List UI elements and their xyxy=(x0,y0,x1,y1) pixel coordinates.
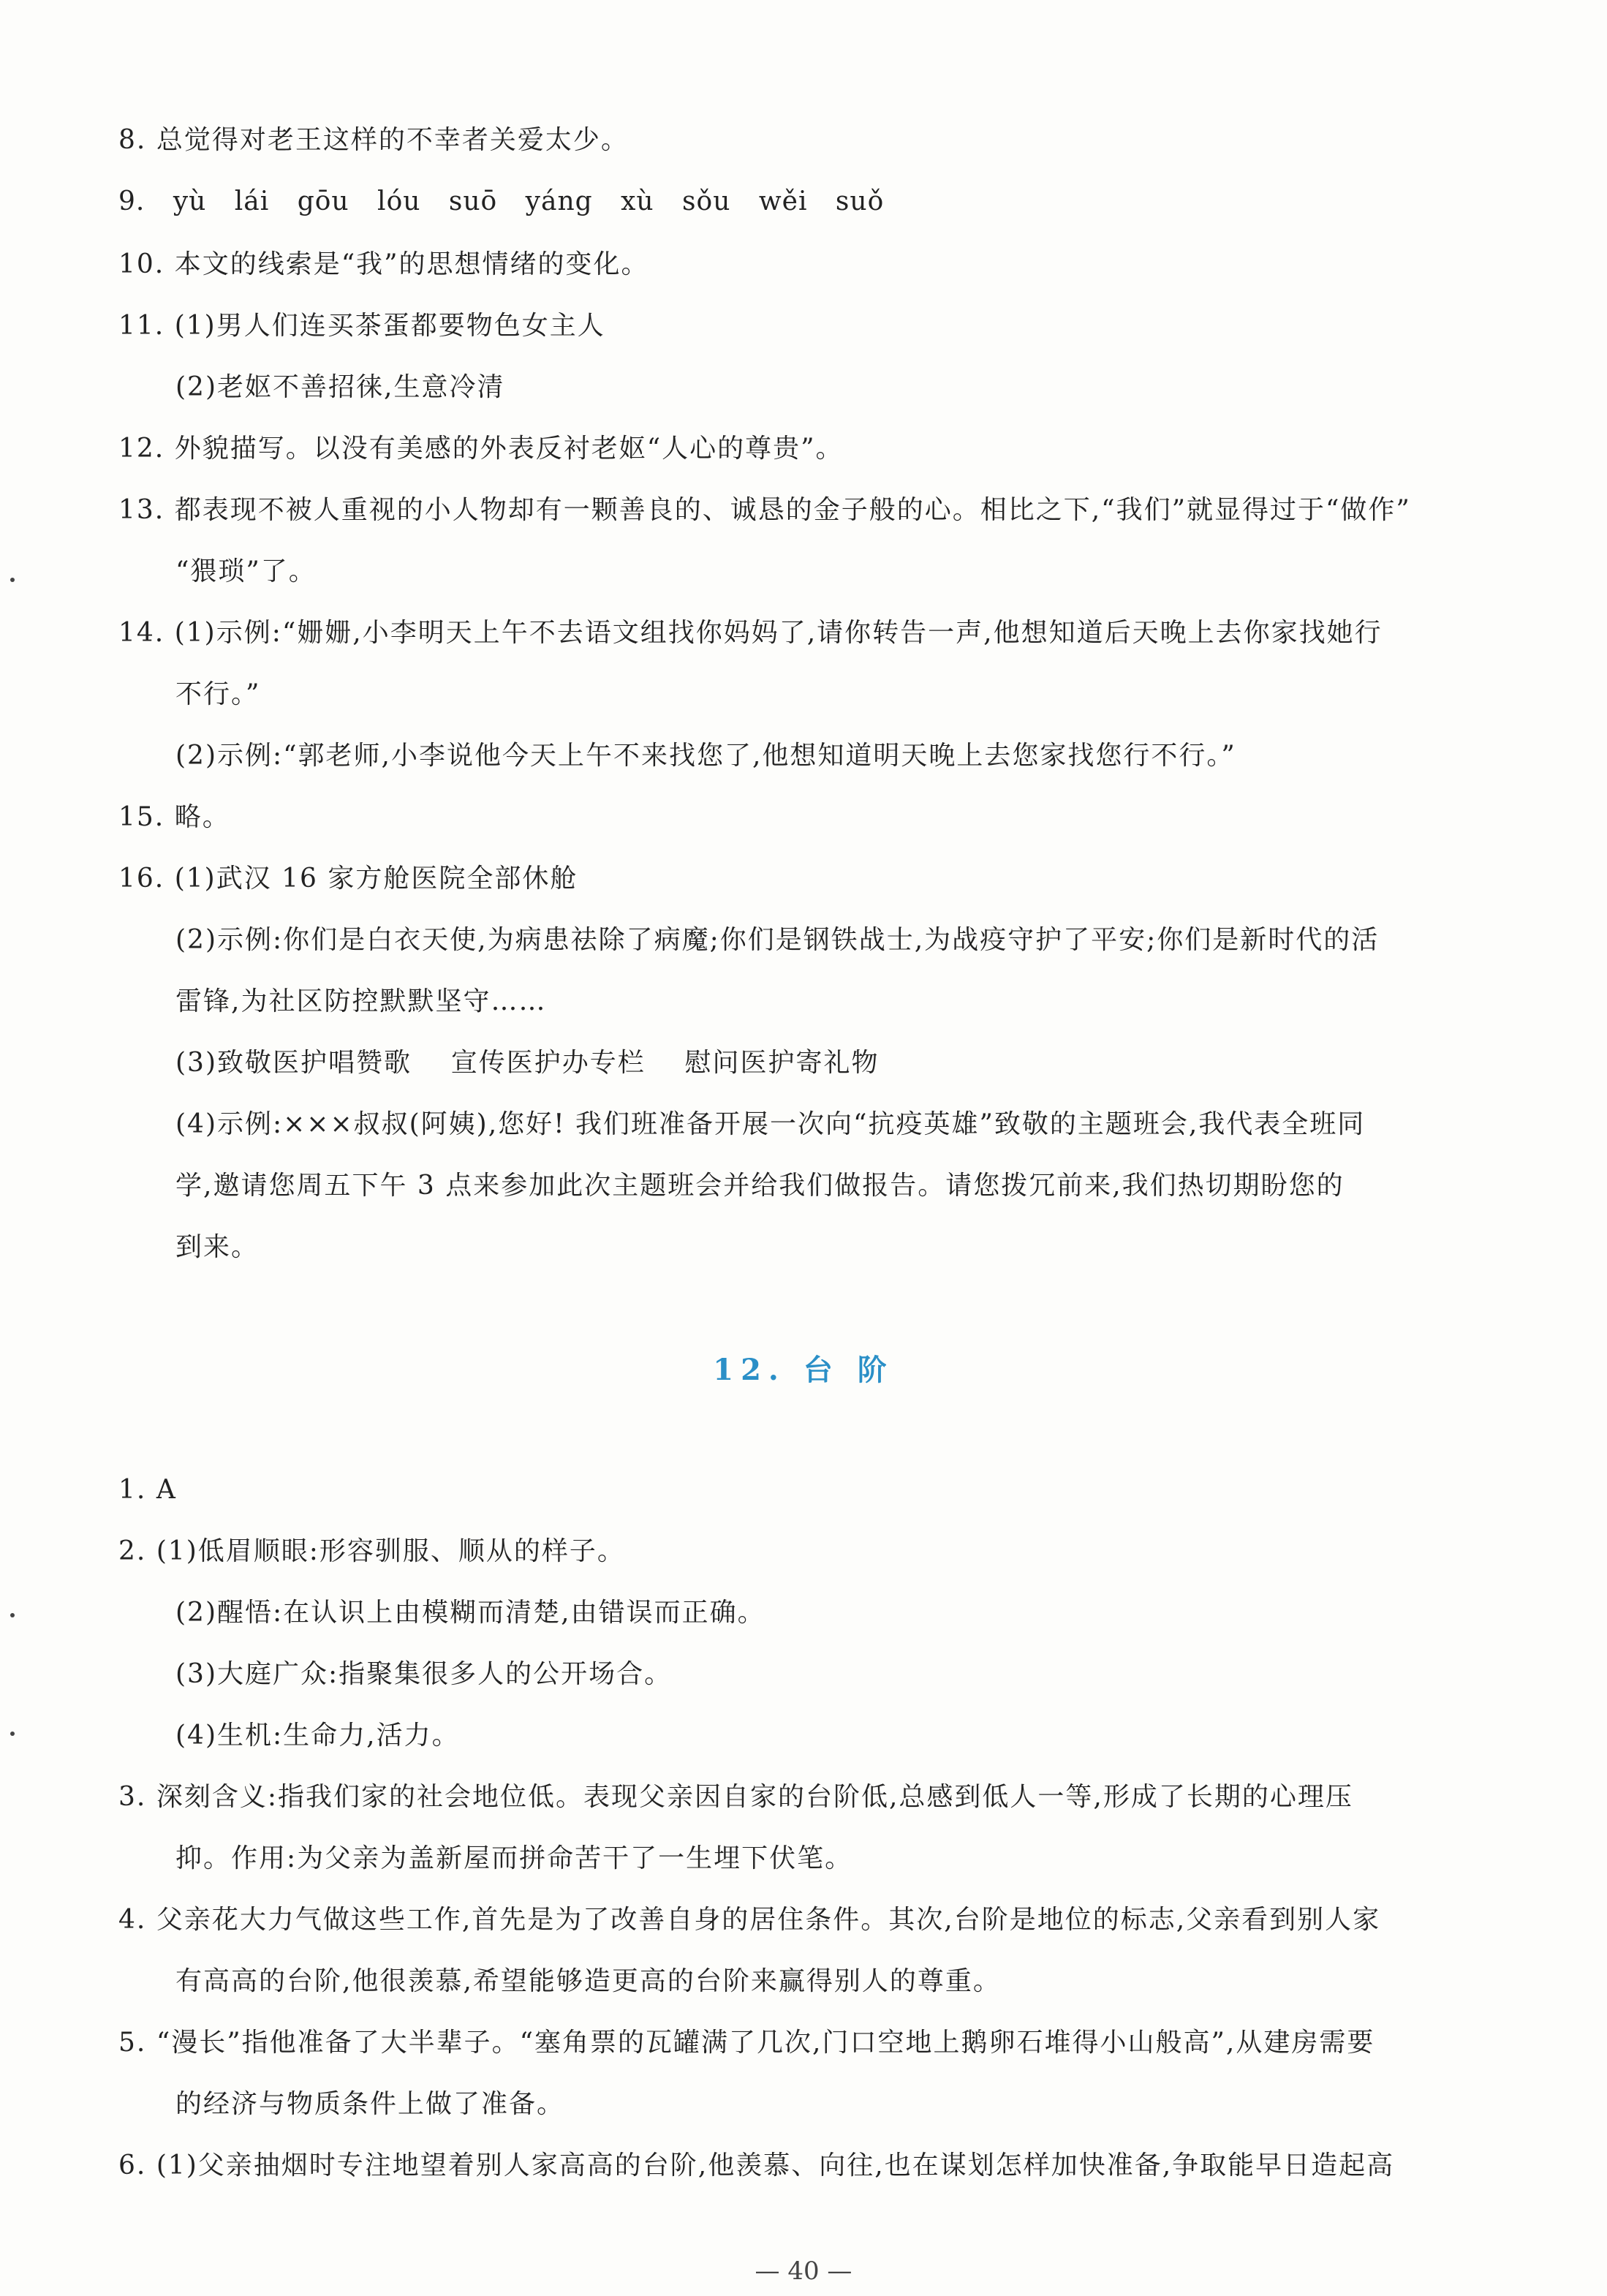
scan-speck xyxy=(10,1732,15,1736)
answer-15: 15. 略。 xyxy=(118,802,230,832)
s12-answer-4: 4. 父亲花大力气做这些工作,首先是为了改善自身的居住条件。其次,台阶是地位的标志,父亲看到别人家 xyxy=(118,1905,1381,1935)
page-number: — 40 — xyxy=(755,2257,852,2286)
answer-13-cont: “猥琐”了。 xyxy=(175,556,317,586)
answer-8: 8. 总觉得对老王这样的不幸者关爱太少。 xyxy=(118,125,629,155)
scan-speck xyxy=(10,1613,15,1617)
answer-14-sub-2: (2)示例:“郭老师,小李说他今天上午不来找您了,他想知道明天晚上去您家找您行不行。” xyxy=(175,741,1236,771)
s12-answer-1: 1. A xyxy=(118,1475,177,1505)
s12-answer-2-sub-3: (3)大庭广众:指聚集很多人的公开场合。 xyxy=(175,1659,673,1689)
section-heading: 12. 台 阶 xyxy=(713,1353,894,1387)
s12-answer-5: 5. “漫长”指他准备了大半辈子。“塞角票的瓦罐满了几次,门口空地上鹅卵石堆得小山般高”,从建房需要 xyxy=(118,2028,1375,2058)
answer-11-sub-2: (2)老妪不善招徕,生意冷清 xyxy=(175,372,505,402)
s12-answer-3: 3. 深刻含义:指我们家的社会地位低。表现父亲因自家的台阶低,总感到低人一等,形成了长期的心理压 xyxy=(118,1782,1353,1812)
answer-9-pinyin: 9. yù lái gōu lóu suō yáng xù sǒu wěi suǒ xyxy=(118,186,885,216)
answer-16-sub-2: (2)示例:你们是白衣天使,为病患祛除了病魔;你们是钢铁战士,为战疫守护了平安;你们是新时代的活 xyxy=(175,925,1380,955)
answer-16-sub-3: (3)致敬医护唱赞歌 宣传医护办专栏 慰问医护寄礼物 xyxy=(175,1048,880,1078)
answer-16-sub-4: (4)示例:×××叔叔(阿姨),您好! 我们班准备开展一次向“抗疫英雄”致敬的主题班会,我代表全班同 xyxy=(175,1109,1366,1139)
scan-speck xyxy=(10,578,15,582)
answer-14: 14. (1)示例:“姗姗,小李明天上午不去语文组找你妈妈了,请你转告一声,他想知道后天晚上去你家找她行 xyxy=(118,618,1383,648)
answer-16-sub-2-cont: 雷锋,为社区防控默默坚守…… xyxy=(175,986,547,1016)
s12-answer-2-sub-2: (2)醒悟:在认识上由模糊而清楚,由错误而正确。 xyxy=(175,1598,765,1628)
answer-13: 13. 都表现不被人重视的小人物却有一颗善良的、诚恳的金子般的心。相比之下,“我们”就显得过于“做作” xyxy=(118,495,1411,525)
s12-answer-5-cont: 的经济与物质条件上做了准备。 xyxy=(175,2089,565,2119)
answer-12: 12. 外貌描写。以没有美感的外表反衬老妪“人心的尊贵”。 xyxy=(118,434,844,464)
answer-16-sub-4-end: 到来。 xyxy=(175,1232,260,1262)
answer-16-sub-4-cont: 学,邀请您周五下午 3 点来参加此次主题班会并给我们做报告。请您拨冗前来,我们热切期盼您的 xyxy=(175,1171,1345,1201)
s12-answer-3-cont: 抑。作用:为父亲为盖新屋而拼命苦干了一生埋下伏笔。 xyxy=(175,1843,853,1873)
s12-answer-6: 6. (1)父亲抽烟时专注地望着别人家高高的台阶,他羡慕、向往,也在谋划怎样加快准备,争取能早日造起高 xyxy=(118,2150,1395,2180)
answer-14-cont: 不行。” xyxy=(175,679,261,709)
s12-answer-2-sub-4: (4)生机:生命力,活力。 xyxy=(175,1721,460,1751)
s12-answer-2: 2. (1)低眉顺眼:形容驯服、顺从的样子。 xyxy=(118,1536,625,1566)
answer-10: 10. 本文的线索是“我”的思想情绪的变化。 xyxy=(118,249,649,279)
s12-answer-4-cont: 有高高的台阶,他很羡慕,希望能够造更高的台阶来赢得别人的尊重。 xyxy=(175,1966,1001,1996)
answer-11: 11. (1)男人们连买茶蛋都要物色女主人 xyxy=(118,311,605,341)
answer-16: 16. (1)武汉 16 家方舱医院全部休舱 xyxy=(118,864,578,894)
